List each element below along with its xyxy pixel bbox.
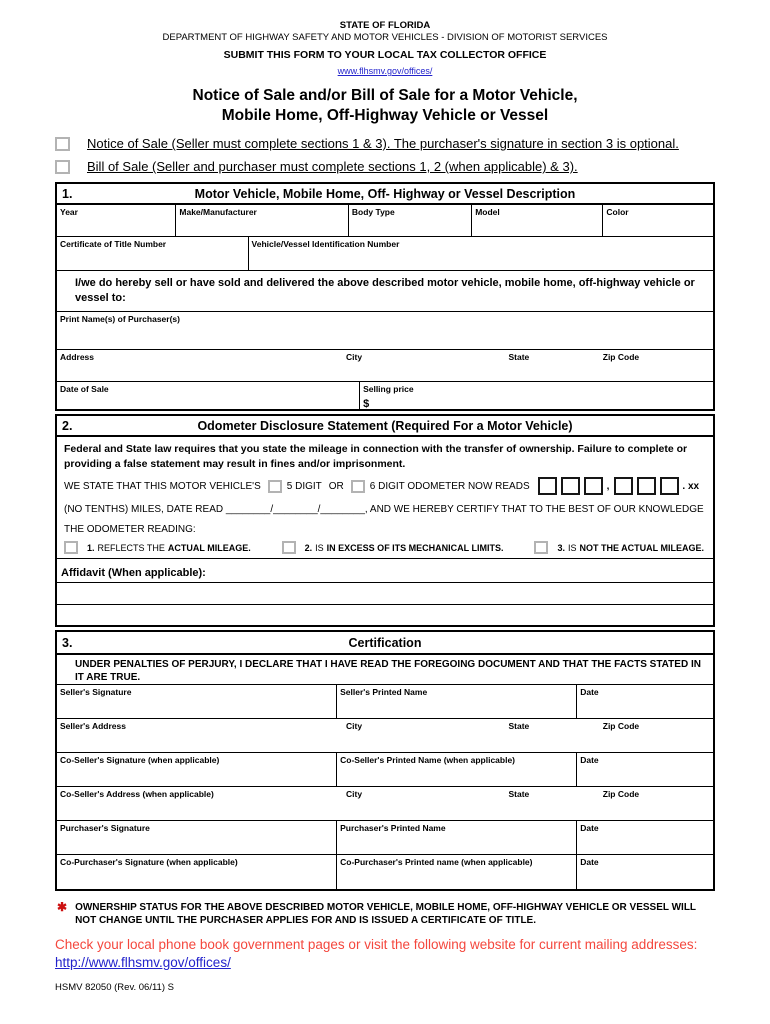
- six-digit-label: 6 DIGIT ODOMETER NOW READS: [369, 480, 530, 492]
- purchaser-date-label: Date: [580, 823, 599, 833]
- purchaser-date-field[interactable]: [577, 821, 713, 854]
- document-title: [55, 86, 715, 126]
- zip-label: Zip Code: [602, 352, 640, 362]
- year-label: Year: [60, 207, 78, 217]
- color-label: Color: [606, 207, 629, 217]
- seller-city-label: City: [346, 721, 363, 731]
- ownership-status-note: [55, 901, 715, 927]
- purchaser-address-fields[interactable]: [57, 350, 713, 381]
- seller-address-fields[interactable]: [57, 719, 713, 752]
- section-3-certification: [55, 630, 715, 891]
- model-field[interactable]: [472, 205, 603, 236]
- co-seller-address-fields[interactable]: [57, 787, 713, 820]
- seller-state-label: State: [508, 721, 530, 731]
- section-1-title: Motor Vehicle, Mobile Home, Off- Highway or Vessel Description: [194, 187, 576, 201]
- section-3-number: 3.: [62, 636, 73, 650]
- odometer-warning-text: Federal and State law requires that you state the mileage in connection with the transfer of ownership. Failure to complete or providing a false statement may result in fines and/or imprisonment.: [64, 443, 688, 470]
- co-seller-signature-row: [57, 753, 713, 787]
- red-asterisk-icon: ✱: [57, 900, 68, 914]
- option-3-number: 3.: [557, 542, 565, 553]
- sale-statement-text: I/we do hereby sell or have sold and delivered the above described motor vehicle, mobile home, off-highway vehicle or vessel to:: [75, 277, 695, 304]
- co-purchaser-printed-name-field[interactable]: [337, 855, 577, 889]
- co-seller-date-field[interactable]: [577, 753, 713, 786]
- co-purchaser-date-field[interactable]: [577, 855, 713, 889]
- co-seller-state-label: State: [508, 789, 530, 799]
- odometer-digit-box-1[interactable]: [538, 477, 557, 495]
- or-label: OR: [328, 480, 344, 492]
- odometer-digit-box-4[interactable]: [614, 477, 633, 495]
- option-2-pre: IS: [315, 542, 324, 553]
- option-1-bold: ACTUAL MILEAGE.: [167, 542, 251, 553]
- bill-of-sale-option: [55, 159, 715, 175]
- date-price-row: [57, 382, 713, 409]
- odometer-tenths-label: . xx: [682, 480, 700, 492]
- section-3-title: Certification: [348, 636, 422, 650]
- make-field[interactable]: [176, 205, 349, 236]
- co-seller-address-row[interactable]: [57, 787, 713, 821]
- odometer-statement-prefix: WE STATE THAT THIS MOTOR VEHICLE'S: [64, 480, 261, 492]
- option-3-pre: IS: [567, 542, 577, 553]
- submit-instruction: SUBMIT THIS FORM TO YOUR LOCAL TAX COLLECTOR OFFICE: [223, 49, 547, 61]
- title-number-label: Certificate of Title Number: [60, 239, 167, 249]
- date-read-line: (NO TENTHS) MILES, DATE READ ________/________/________, AND WE HEREBY CERTIFY THAT TO THE BEST OF OUR KNOWLEDGE: [64, 504, 704, 515]
- six-digit-checkbox[interactable]: [351, 480, 365, 493]
- mechanical-limits-checkbox[interactable]: [282, 541, 296, 554]
- odometer-digit-box-6[interactable]: [660, 477, 679, 495]
- actual-mileage-checkbox[interactable]: [64, 541, 78, 554]
- reading-option-excess: [282, 541, 504, 554]
- vin-field[interactable]: [249, 237, 713, 270]
- address-label: Address: [60, 352, 95, 362]
- odometer-statement-line: [64, 477, 706, 495]
- ownership-status-text: OWNERSHIP STATUS FOR THE ABOVE DESCRIBED MOTOR VEHICLE, MOBILE HOME, OFF-HIGHWAY VEHICLE OR VESSEL WILL NOT CHANGE UNTIL THE PURCHASER APPLIES FOR AND IS ISSUED A CERTIFICATE OF TITLE.: [75, 902, 696, 926]
- date-of-sale-label: Date of Sale: [60, 384, 109, 394]
- flhsmv-offices-link[interactable]: http://www.flhsmv.gov/offices/: [55, 955, 231, 970]
- odometer-reading-label: THE ODOMETER READING:: [64, 524, 196, 535]
- purchaser-signature-row: [57, 821, 713, 855]
- model-label: Model: [475, 207, 500, 217]
- offices-link[interactable]: www.flhsmv.gov/offices/: [337, 66, 433, 76]
- co-seller-city-label: City: [346, 789, 363, 799]
- sale-statement-row: [57, 271, 713, 312]
- option-1-number: 1.: [87, 542, 95, 553]
- year-field[interactable]: [57, 205, 176, 236]
- odometer-body: [57, 437, 713, 559]
- section-2-title: Odometer Disclosure Statement (Required For a Motor Vehicle): [197, 419, 573, 433]
- co-purchaser-printed-name-label: Co-Purchaser's Printed name (when applicable): [340, 857, 533, 867]
- seller-zip-label: Zip Code: [602, 721, 640, 731]
- section-1-number: 1.: [62, 187, 73, 201]
- odometer-digit-box-3[interactable]: [584, 477, 603, 495]
- purchaser-printed-name-field[interactable]: [337, 821, 577, 854]
- co-seller-address-label: Co-Seller's Address (when applicable): [60, 789, 214, 799]
- co-seller-signature-field[interactable]: [57, 753, 337, 786]
- affidavit-line-1[interactable]: [57, 583, 713, 605]
- section-1-vehicle-description: [55, 182, 715, 411]
- date-of-sale-field[interactable]: [57, 382, 360, 409]
- co-purchaser-signature-field[interactable]: [57, 855, 337, 889]
- option-3-bold: NOT THE ACTUAL MILEAGE.: [579, 542, 704, 553]
- reading-option-not-actual: [534, 541, 704, 554]
- seller-printed-name-label: Seller's Printed Name: [340, 687, 428, 697]
- purchaser-printed-name-label: Purchaser's Printed Name: [340, 823, 446, 833]
- mailing-addresses-text: Check your local phone book government pages or visit the following website for current mailing addresses:: [55, 937, 698, 952]
- make-label: Make/Manufacturer: [179, 207, 257, 217]
- five-digit-checkbox[interactable]: [268, 480, 282, 493]
- purchaser-signature-field[interactable]: [57, 821, 337, 854]
- currency-symbol: $: [363, 398, 370, 409]
- title-number-field[interactable]: [57, 237, 249, 270]
- document-title-line2: Mobile Home, Off-Highway Vehicle or Vessel: [221, 107, 549, 124]
- five-digit-label: 5 DIGIT: [286, 480, 322, 492]
- seller-signature-label: Seller's Signature: [60, 687, 132, 697]
- co-purchaser-signature-row: [57, 855, 713, 889]
- section-1-header: [57, 184, 713, 205]
- selling-price-label: Selling price: [363, 384, 414, 394]
- not-actual-mileage-checkbox[interactable]: [534, 541, 548, 554]
- purchaser-signature-label: Purchaser's Signature: [60, 823, 150, 833]
- co-purchaser-date-label: Date: [580, 857, 599, 867]
- co-purchaser-signature-label: Co-Purchaser's Signature (when applicable): [60, 857, 238, 867]
- body-type-label: Body Type: [351, 207, 395, 217]
- option-2-bold: IN EXCESS OF ITS MECHANICAL LIMITS.: [326, 542, 504, 553]
- seller-signature-row: [57, 685, 713, 719]
- purchaser-names-label: Print Name(s) of Purchaser(s): [60, 314, 180, 324]
- co-seller-printed-name-label: Co-Seller's Printed Name (when applicable): [340, 755, 516, 765]
- notice-of-sale-label: Notice of Sale (Seller must complete sections 1 & 3). The purchaser's signature in section 3 is optional.: [87, 136, 679, 151]
- notice-of-sale-option: [55, 136, 715, 152]
- purchaser-address-row[interactable]: [57, 350, 713, 382]
- affidavit-line-2[interactable]: [57, 605, 713, 625]
- option-2-number: 2.: [304, 542, 313, 553]
- notice-of-sale-checkbox[interactable]: [55, 137, 70, 151]
- seller-address-label: Seller's Address: [60, 721, 126, 731]
- odometer-comma: ,: [606, 480, 610, 492]
- option-1-pre: REFLECTS THE: [97, 542, 165, 553]
- state-heading: STATE OF FLORIDA: [339, 20, 431, 31]
- state-label: State: [508, 352, 530, 362]
- seller-date-label: Date: [580, 687, 599, 697]
- department-heading: DEPARTMENT OF HIGHWAY SAFETY AND MOTOR VEHICLES - DIVISION OF MOTORIST SERVICES: [162, 32, 608, 43]
- purchaser-names-cell[interactable]: [57, 312, 713, 326]
- body-type-field[interactable]: [349, 205, 472, 236]
- vin-label: Vehicle/Vessel Identification Number: [251, 239, 400, 249]
- co-seller-printed-name-field[interactable]: [337, 753, 577, 786]
- reading-option-actual: [64, 541, 251, 554]
- selling-price-field[interactable]: [360, 382, 713, 409]
- section-2-number: 2.: [62, 419, 73, 433]
- vehicle-info-row: [57, 205, 713, 237]
- perjury-statement-text: UNDER PENALTIES OF PERJURY, I DECLARE THAT I HAVE READ THE FOREGOING DOCUMENT AND THAT THE FACTS STATED IN IT ARE TRUE.: [75, 659, 701, 683]
- title-vin-row: [57, 237, 713, 271]
- form-number: HSMV 82050 (Rev. 06/11) S: [55, 982, 174, 993]
- section-2-odometer: [55, 414, 715, 627]
- document-title-line1: Notice of Sale and/or Bill of Sale for a Motor Vehicle,: [192, 87, 578, 104]
- purchaser-names-field[interactable]: [57, 312, 713, 350]
- odometer-digit-box-5[interactable]: [637, 477, 656, 495]
- seller-printed-name-field[interactable]: [337, 685, 577, 718]
- bill-of-sale-label: Bill of Sale (Seller and purchaser must complete sections 1, 2 (when applicable) & 3).: [87, 159, 578, 174]
- odometer-reading-options: [64, 541, 706, 554]
- mailing-addresses-note: [55, 936, 715, 972]
- document-header: [55, 20, 715, 126]
- odometer-digit-box-2[interactable]: [561, 477, 580, 495]
- section-2-header: [57, 416, 713, 437]
- affidavit-label: Affidavit (When applicable):: [61, 567, 206, 579]
- form-type-options: [55, 136, 715, 175]
- color-field[interactable]: [603, 205, 713, 236]
- seller-signature-field[interactable]: [57, 685, 337, 718]
- seller-date-field[interactable]: [577, 685, 713, 718]
- section-3-header: [57, 632, 713, 655]
- co-seller-zip-label: Zip Code: [602, 789, 640, 799]
- co-seller-signature-label: Co-Seller's Signature (when applicable): [60, 755, 220, 765]
- perjury-statement-row: [57, 655, 713, 685]
- co-seller-date-label: Date: [580, 755, 599, 765]
- bill-of-sale-checkbox[interactable]: [55, 160, 70, 174]
- affidavit-label-row: [57, 559, 713, 583]
- city-label: City: [346, 352, 363, 362]
- seller-address-row[interactable]: [57, 719, 713, 753]
